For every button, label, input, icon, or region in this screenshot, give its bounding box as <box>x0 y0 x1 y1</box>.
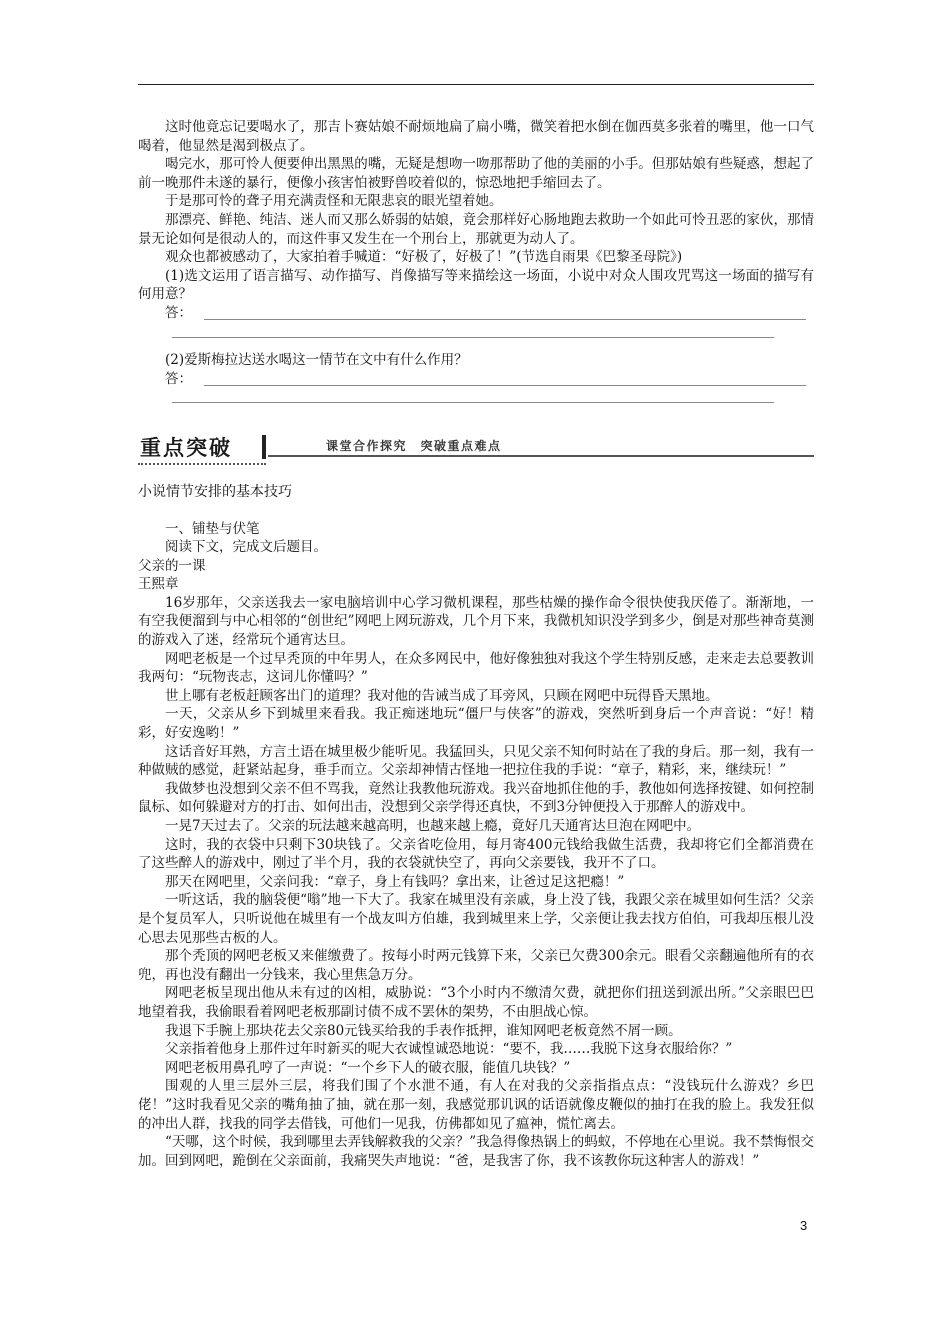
answer-line-3[interactable] <box>138 370 814 389</box>
answer-underline <box>172 402 774 403</box>
question-2: (2)爱斯梅拉达送水喝这一情节在文中有什么作用？ <box>165 352 468 369</box>
story-paragraph: 父亲指着他身上那件过年时新买的呢大衣诚惶诚恐地说：“要不，我……我脱下这身衣服给你？” <box>165 1041 733 1058</box>
story-paragraph: 网吧老板呈现出他从未有过的凶相，威胁说：“3个小时内不缴清欠费，就把你们扭送到派出所。”父亲眼巴巴地望着我，我偷眼看着网吧老板那副讨债不成不罢休的架势，不由胆战心惊。 <box>138 985 814 1020</box>
paragraph: 这时他竟忘记要喝水了，那吉卜赛姑娘不耐烦地扁了扁小嘴，微笑着把水倒在伽西莫多张着的嘴里，他一口气喝着，他显然是渴到极点了。 <box>138 119 814 154</box>
page-content <box>138 118 814 1170</box>
instruction: 阅读下文，完成文后题目。 <box>165 539 327 556</box>
story-paragraph: 一晃7天过去了。父亲的玩法越来越高明，也越来越上瘾，竟好几天通宵达旦泡在网吧中。 <box>165 818 701 834</box>
page-number: 3 <box>800 1218 808 1233</box>
answer-underline <box>172 337 774 338</box>
story-paragraph: 我做梦也没想到父亲不但不骂我，竟然让我教他玩游戏。我兴奋地抓住他的手，教他如何选择按键、如何控制鼠标、如何躲避对方的打击、如何出击，没想到父亲学得还真快，不到3分钟便投入于那醉人的游戏中。 <box>138 780 814 816</box>
story-paragraph: 网吧老板用鼻孔哼了一声说：“一个乡下人的破衣服，能值几块钱？” <box>165 1059 571 1076</box>
answer-line-4[interactable] <box>138 388 814 407</box>
story-author: 王熙章 <box>138 576 179 593</box>
story-paragraph: 这时，我的衣袋中只剩下30块钱了。父亲省吃俭用，每月寄400元钱给我做生活费，我却将它们全都消费在了这些醉人的游戏中，刚过了半个月，我的衣袋就快空了，再向父亲要钱，我开不了口。 <box>138 836 814 872</box>
answer-label: 答： <box>165 370 192 387</box>
story-paragraph: “天哪，这个时候，我到哪里去弄钱解救我的父亲？”我急得像热锅上的蚂蚁，不停地在心里说。我不禁悔恨交加。回到网吧，跪倒在父亲面前，我痛哭失声地说：“爸，是我害了你，我不该教你玩这种害人的游戏！” <box>138 1134 814 1169</box>
question-1: (1)选文运用了语言描写、动作描写、肖像描写等来描绘这一场面，小说中对众人围攻咒骂这一场面的描写有何用意？ <box>138 267 814 303</box>
banner-bar <box>262 435 266 459</box>
answer-label: 答： <box>165 304 192 321</box>
answer-underline <box>204 385 806 386</box>
story-paragraph: 一天，父亲从乡下到城里来看我。我正痴迷地玩“僵尸与侠客”的游戏，突然听到身后一个声音说：“好！精彩，好安逸哟！” <box>138 706 814 742</box>
section-title: 小说情节安排的基本技巧 <box>138 483 292 500</box>
section-banner <box>138 433 814 465</box>
answer-line-2[interactable] <box>138 323 814 342</box>
story-paragraph: 一听这话，我的脑袋便“嗡”地一下大了。我家在城里没有亲戚，身上没了钱，我跟父亲在城里如何生活？父亲是个复员军人，只听说他在城里有一个战友叫方伯雄，我到城里来上学，父亲便让我去找方伯伯，可我却压根儿没心思去见那些古板的人。 <box>138 892 814 946</box>
answer-line-1[interactable] <box>138 304 814 323</box>
story-paragraph: 这话音好耳熟，方言土语在城里极少能听见。我猛回头，只见父亲不知何时站在了我的身后。那一刻，我有一种做贼的感觉，赶紧站起身，垂手而立。父亲却神情古怪地一把拉住我的手说：“章子，精彩，来，继续玩！” <box>138 743 814 779</box>
story-paragraph: 网吧老板是一个过早秃顶的中年男人，在众多网民中，他好像独独对我这个学生特别反感，走来走去总要教训我两句：“玩物丧志，这词儿你懂吗？” <box>138 650 814 686</box>
answer-underline <box>204 319 806 320</box>
banner-tag: 重点突破 <box>140 435 232 460</box>
paragraph: 喝完水，那可怜人便要伸出黑黑的嘴，无疑是想吻一吻那帮助了他的美丽的小手。但那姑娘有些疑惑，想起了前一晚那件未遂的暴行，便像小孩害怕被野兽咬着似的，惊恐地把手缩回去了。 <box>138 156 814 191</box>
story-paragraph: 那天在网吧里，父亲问我：“章子，身上有钱吗？拿出来，让爸过足这把瘾！” <box>165 873 625 890</box>
paragraph: 那漂亮、鲜艳、纯洁、迷人而又那么娇弱的姑娘，竟会那样好心肠地跑去救助一个如此可怜丑恶的家伙，那情景无论如何是很动人的，而这件事又发生在一个刑台上，那就更为动人了。 <box>138 211 814 247</box>
subsection-heading: 一、铺垫与伏笔 <box>165 520 260 537</box>
banner-subtitle: 课堂合作探究 突破重点难点 <box>326 438 502 453</box>
story-paragraph: 围观的人里三层外三层，将我们围了个水泄不通，有人在对我的父亲指指点点：“没钱玩什么游戏？乡巴佬！”这时我看见父亲的嘴角抽了抽，就在那一刻，我感觉那讥讽的话语就像皮鞭似的抽打在我的脸上。我发狂似的冲出人群，找我的同学去借钱，可他们一见我，仿佛都如见了瘟神，慌忙离去。 <box>138 1078 814 1132</box>
paragraph: 于是那可怜的聋子用充满责怪和无限悲哀的眼光望着她。 <box>165 193 503 210</box>
header-rule <box>138 84 814 85</box>
story-title: 父亲的一课 <box>138 557 206 574</box>
banner-dotted-rule <box>138 463 266 465</box>
story-paragraph: 那个秃顶的网吧老板又来催缴费了。按每小时两元钱算下来，父亲已欠费300余元。眼看父亲翻遍他所有的衣兜，再也没有翻出一分钱来，我心里焦急万分。 <box>138 948 814 983</box>
story-paragraph: 世上哪有老板赶顾客出门的道理？我对他的告诫当成了耳旁风，只顾在网吧中玩得昏天黑地。 <box>165 687 719 704</box>
paragraph: 观众也都被感动了，大家拍着手喊道：“好极了，好极了！”(节选自雨果《巴黎圣母院》) <box>165 249 683 266</box>
story-paragraph: 我退下手腕上那块花去父亲80元钱买给我的手表作抵押，谁知网吧老板竟然不屑一顾。 <box>165 1022 682 1039</box>
story-paragraph: 16岁那年，父亲送我去一家电脑培训中心学习微机课程，那些枯燥的操作命令很快使我厌倦了。渐渐地，一有空我便溜到与中心相邻的“创世纪”网吧上网玩游戏，几个月下来，我微机知识没学到多少，倒是对那些神奇莫测的游戏入了迷，经常玩个通宵达旦。 <box>138 594 814 649</box>
